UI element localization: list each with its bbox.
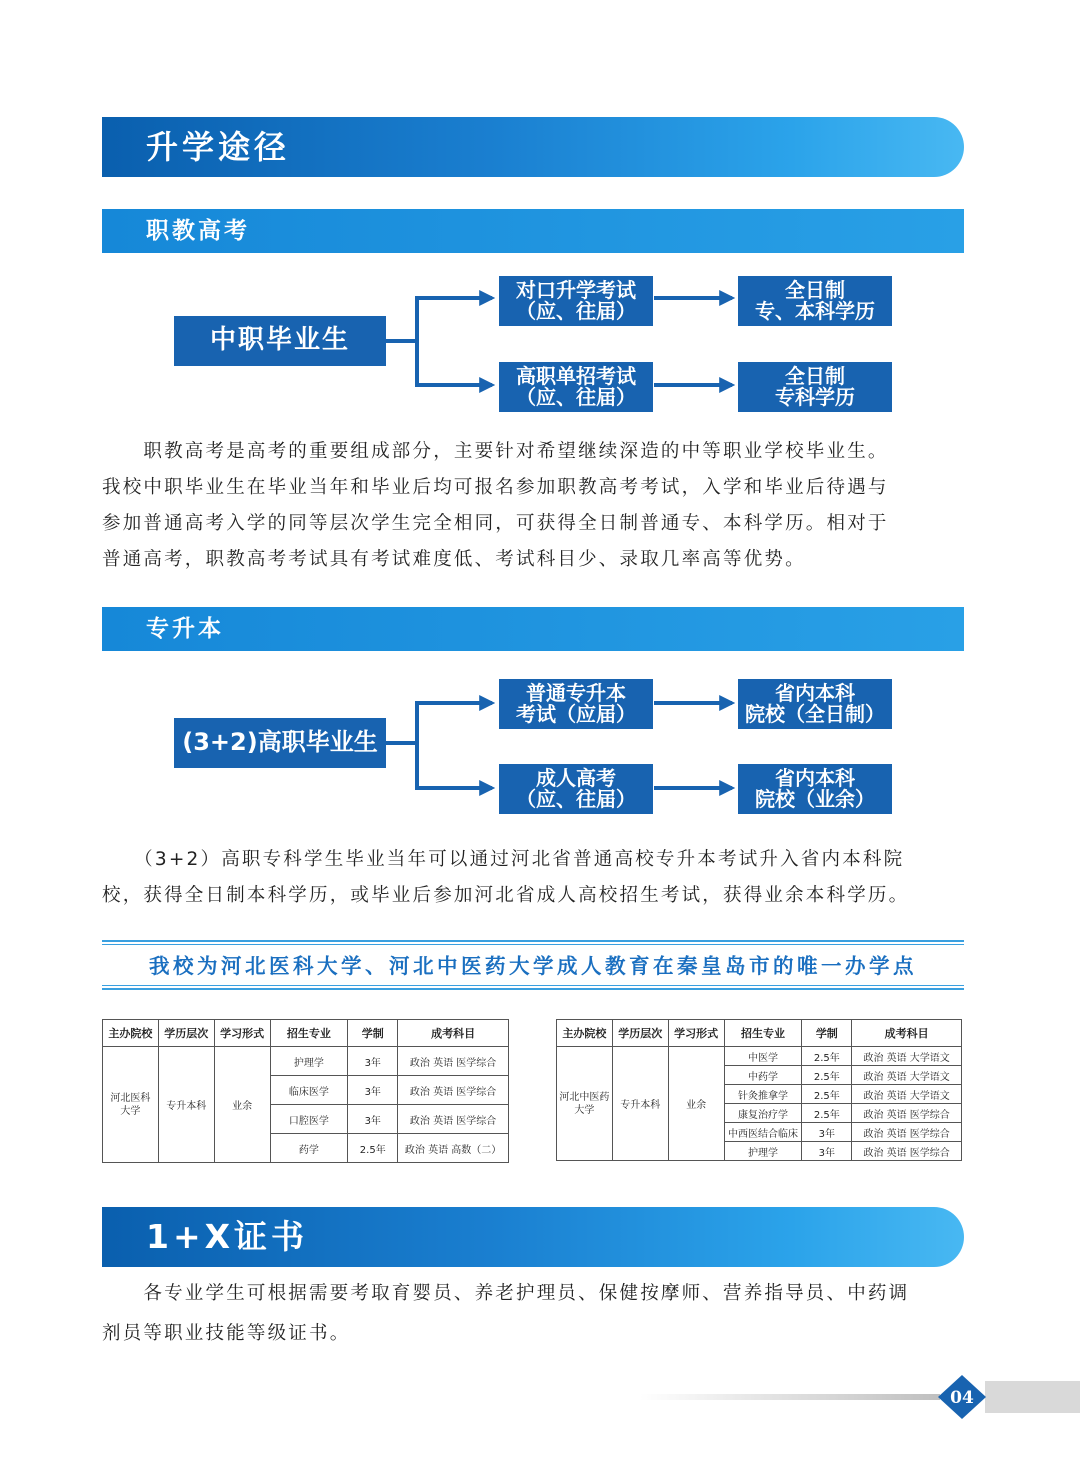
flow1-top-middle-box: 对口升学考试 （应、往届） <box>499 276 653 326</box>
level-cell: 专升本科 <box>612 1047 668 1161</box>
years-cell: 2.5年 <box>348 1134 398 1163</box>
header-cell: 学历层次 <box>612 1020 668 1047</box>
years-cell: 3年 <box>348 1047 398 1076</box>
major-cell: 中药学 <box>724 1066 802 1085</box>
mode-cell: 业余 <box>214 1047 270 1163</box>
major-cell: 临床医学 <box>270 1076 348 1105</box>
years-cell: 3年 <box>348 1076 398 1105</box>
years-cell: 2.5年 <box>802 1085 852 1104</box>
years-cell: 3年 <box>802 1142 852 1161</box>
major-cell: 中西医结合临床 <box>724 1123 802 1142</box>
paragraph-line: 职教高考是高考的重要组成部分，主要针对希望继续深造的中等职业学校毕业生。 <box>102 441 889 462</box>
flow1-bottom-end-box: 全日制 专科学历 <box>738 362 892 412</box>
years-cell: 2.5年 <box>802 1047 852 1066</box>
paragraph-line: 剂员等职业技能等级证书。 <box>102 1323 351 1344</box>
header-cell: 主办院校 <box>557 1020 613 1047</box>
flow1-bottom-middle-box: 高职单招考试 （应、往届） <box>499 362 653 412</box>
sub-title: 职教高考 <box>146 218 250 244</box>
flow2-top-middle-box: 普通专升本 考试（应届） <box>499 679 653 729</box>
highlight-text: 我校为河北医科大学、河北中医药大学成人教育在秦皇岛市的唯一办学点 <box>149 954 917 978</box>
subjects-cell: 政治 英语 大学语文 <box>852 1047 962 1066</box>
section-title: 升学途径 <box>146 128 291 166</box>
flow2-top-end-box: 省内本科 院校（全日制） <box>738 679 892 729</box>
table-row <box>557 1047 962 1066</box>
header-cell: 学习形式 <box>668 1020 724 1047</box>
paragraph-line: 校，获得全日制本科学历，或毕业后参加河北省成人高校招生考试，获得业余本科学历。 <box>102 885 910 906</box>
subjects-cell: 政治 英语 医学综合 <box>852 1123 962 1142</box>
level-cell: 专升本科 <box>158 1047 214 1163</box>
subjects-cell: 政治 英语 大学语文 <box>852 1085 962 1104</box>
table-row <box>103 1047 509 1076</box>
footer-gray-bar <box>985 1381 1080 1413</box>
footer-fade-bar <box>640 1394 940 1400</box>
header-cell: 学制 <box>348 1020 398 1047</box>
major-cell: 中医学 <box>724 1047 802 1066</box>
paragraph-vocational-exam <box>102 434 964 578</box>
header-cell: 招生专业 <box>724 1020 802 1047</box>
section-banner-certificates <box>102 1207 964 1267</box>
paragraph-certificates <box>102 1274 964 1354</box>
subjects-cell: 政治 英语 高数（二） <box>398 1134 509 1163</box>
sub-banner-upgrade <box>102 607 964 651</box>
years-cell: 2.5年 <box>802 1066 852 1085</box>
flow1-top-end-box: 全日制 专、本科学历 <box>738 276 892 326</box>
table-header-row <box>103 1020 509 1047</box>
highlight-rule-top <box>102 940 964 942</box>
years-cell: 2.5年 <box>802 1104 852 1123</box>
paragraph-line: 普通高考，职教高考考试具有考试难度低、考试科目少、录取几率高等优势。 <box>102 549 806 570</box>
sub-banner-vocational-exam <box>102 209 964 253</box>
header-cell: 主办院校 <box>103 1020 159 1047</box>
major-cell: 口腔医学 <box>270 1105 348 1134</box>
subjects-cell: 政治 英语 医学综合 <box>852 1142 962 1161</box>
sub-title: 专升本 <box>146 616 224 642</box>
admission-table-hebei-tcm <box>556 1019 962 1161</box>
paragraph-line: 各专业学生可根据需要考取育婴员、养老护理员、保健按摩师、营养指导员、中药调 <box>102 1283 910 1304</box>
highlight-rule-bottom <box>102 988 964 990</box>
major-cell: 护理学 <box>724 1142 802 1161</box>
section-banner-pathways <box>102 117 964 177</box>
flow2-source-box: (3+2)高职毕业生 <box>174 718 386 768</box>
header-cell: 学制 <box>802 1020 852 1047</box>
paragraph-upgrade <box>102 842 964 914</box>
paragraph-line: 参加普通高考入学的同等层次学生完全相同，可获得全日制普通专、本科学历。相对于 <box>102 513 889 534</box>
header-cell: 学历层次 <box>158 1020 214 1047</box>
mode-cell: 业余 <box>668 1047 724 1161</box>
header-cell: 学习形式 <box>214 1020 270 1047</box>
major-cell: 药学 <box>270 1134 348 1163</box>
subjects-cell: 政治 英语 医学综合 <box>398 1105 509 1134</box>
flow1-source-box: 中职毕业生 <box>174 316 386 366</box>
paragraph-line: 我校中职毕业生在毕业当年和毕业后均可报名参加职教高考考试，入学和毕业后待遇与 <box>102 477 889 498</box>
major-cell: 康复治疗学 <box>724 1104 802 1123</box>
subjects-cell: 政治 英语 医学综合 <box>852 1104 962 1123</box>
major-cell: 针灸推拿学 <box>724 1085 802 1104</box>
subjects-cell: 政治 英语 医学综合 <box>398 1076 509 1105</box>
page-footer <box>0 1374 1080 1424</box>
header-cell: 成考科目 <box>398 1020 509 1047</box>
flow2-bottom-end-box: 省内本科 院校（业余） <box>738 764 892 814</box>
header-cell: 招生专业 <box>270 1020 348 1047</box>
subjects-cell: 政治 英语 大学语文 <box>852 1066 962 1085</box>
years-cell: 3年 <box>348 1105 398 1134</box>
header-cell: 成考科目 <box>852 1020 962 1047</box>
years-cell: 3年 <box>802 1123 852 1142</box>
section-title: 1+X证书 <box>146 1217 309 1256</box>
subjects-cell: 政治 英语 医学综合 <box>398 1047 509 1076</box>
school-cell: 河北中医药 大学 <box>557 1047 613 1161</box>
table-header-row <box>557 1020 962 1047</box>
highlight-rule-bottom-thin <box>102 985 964 986</box>
major-cell: 护理学 <box>270 1047 348 1076</box>
page-number: 04 <box>950 1388 974 1408</box>
paragraph-line: （3+2）高职专科学生毕业当年可以通过河北省普通高校专升本考试升入省内本科院 <box>102 849 905 870</box>
highlight-rule-top-thin <box>102 944 964 945</box>
flow2-bottom-middle-box: 成人高考 （应、往届） <box>499 764 653 814</box>
admission-table-hebei-medical <box>102 1019 509 1163</box>
school-cell: 河北医科 大学 <box>103 1047 159 1163</box>
